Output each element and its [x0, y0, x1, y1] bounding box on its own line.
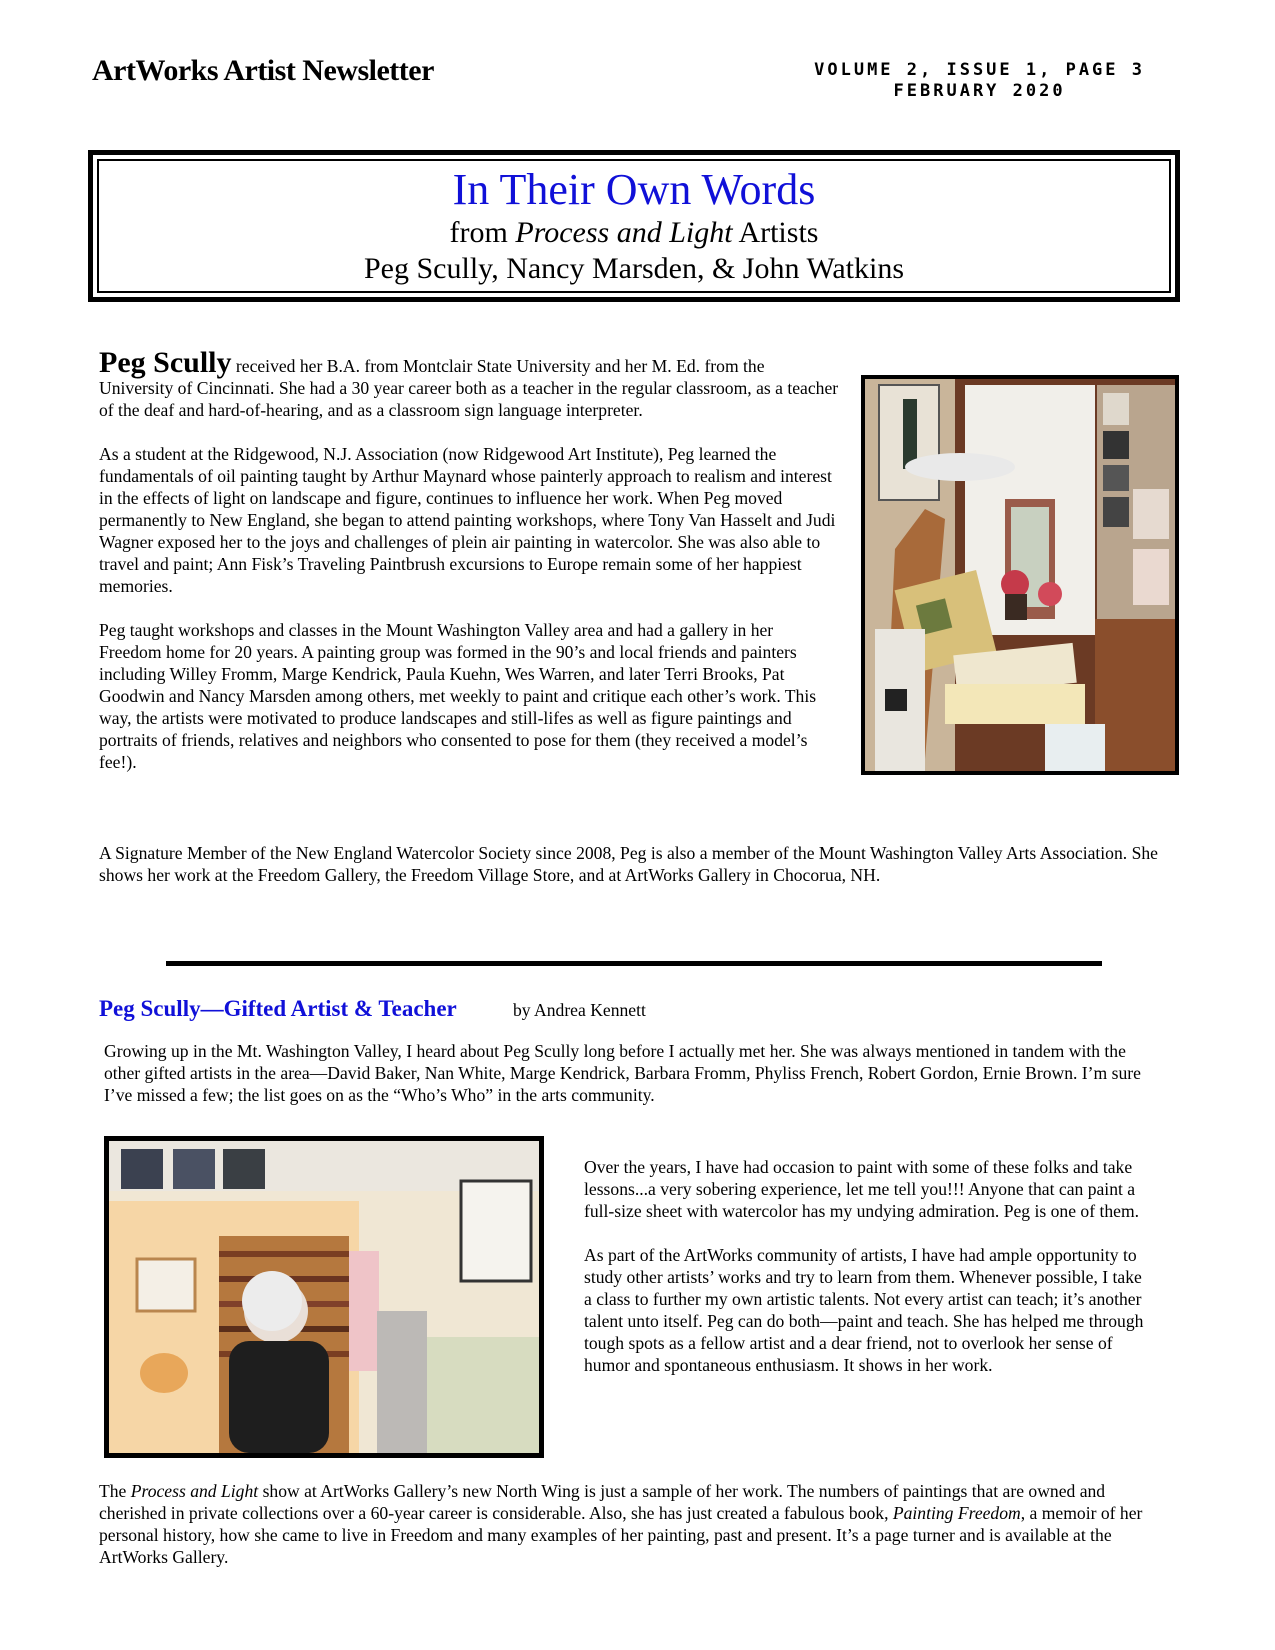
show-name: Process and Light — [130, 1481, 259, 1501]
article-paragraph: Over the years, I have had occasion to paint with some of these folks and take lessons...a very sobering experience, let me tell you!!! Anyone that can paint a full-size sheet with watercolor has my undying admiration. Peg is one of them. — [584, 1157, 1140, 1221]
banner-artists: Peg Scully, Nancy Marsden, & John Watkins — [363, 252, 905, 285]
closing-text: The — [99, 1481, 131, 1501]
gallery-photo — [104, 1136, 544, 1458]
banner-subtitle — [99, 215, 1169, 251]
subtitle-suffix: Artists — [732, 216, 819, 249]
membership-paragraph: A Signature Member of the New England Watercolor Society since 2008, Peg is also a member of the Mount Washington Valley Arts Association. She shows her work at the Freedom Gallery, the Freedom Village Store, and at ArtWorks Gallery in Chocorua, NH. — [99, 843, 1158, 885]
volume-line: VOLUME 2, ISSUE 1, PAGE 3 — [814, 60, 1145, 80]
article-paragraph: As part of the ArtWorks community of artists, I have had ample opportunity to study other artists’ works and try to learn from them. Whenever possible, I take a class to further my own artistic talents. Not every artist can teach; it’s another talent unto itself. Peg can do both—paint and teach. She has helped me through tough spots as a fellow artist and a dear friend, not to overlook her sense of humor and spontaneous enthusiasm. It shows in her work. — [584, 1245, 1144, 1375]
article-title: Peg Scully—Gifted Artist & Teacher — [99, 996, 457, 1021]
lead-name: Peg Scully — [99, 346, 232, 379]
section-divider — [166, 961, 1102, 966]
studio-photo — [861, 375, 1179, 775]
date-line: FEBRUARY 2020 — [893, 81, 1066, 101]
profile-paragraph — [99, 346, 839, 421]
subtitle-prefix: from — [449, 216, 516, 249]
book-title: Painting Freedom — [892, 1503, 1021, 1523]
banner-title: In Their Own Words — [452, 165, 816, 214]
profile-column — [99, 346, 839, 795]
issue-info — [814, 60, 1145, 102]
article-closing — [99, 1480, 1159, 1568]
closing-text: show at ArtWorks Gallery’s new North Wing is just a sample of her work. The numbers of paintings that are owned and cherished in private collections over a 60-year career is considerable. Also, she has just created a fabulous book, — [99, 1481, 1106, 1523]
article-byline: by Andrea Kennett — [513, 1000, 646, 1020]
banner-inner-frame — [97, 159, 1171, 293]
closing-text: , a memoir of her personal history, how she came to live in Freedom and many examples of her painting, past and present. It’s a page turner and is available at the ArtWorks Gallery. — [99, 1503, 1143, 1567]
article-column — [584, 1156, 1144, 1398]
show-name: Process and Light — [515, 216, 733, 249]
newsletter-title: ArtWorks Artist Newsletter — [92, 54, 434, 87]
profile-paragraph: Peg taught workshops and classes in the Mount Washington Valley area and had a gallery in her Freedom home for 20 years. A painting group was formed in the 90’s and local friends and painters including Willey Fromm, Marge Kendrick, Paula Kuehn, Wes Warren, and later Terri Brooks, Pat Goodwin and Nancy Marsden among others, met weekly to paint and critique each other’s work. This way, the artists were motivated to produce landscapes and still-lifes as well as figure paintings and portraits of friends, relatives and neighbors who consented to pose for them (they received a model’s fee!). — [99, 620, 817, 772]
profile-paragraph: As a student at the Ridgewood, N.J. Association (now Ridgewood Art Institute), Peg learned the fundamentals of oil painting taught by Arthur Maynard whose painterly approach to realism and interest in the effects of light on landscape and figure, continues to influence her work. When Peg moved permanently to New England, she began to attend painting workshops, where Tony Van Hasselt and Judi Wagner exposed her to the joys and challenges of plein air painting in watercolor. She was also able to travel and paint; Ann Fisk’s Traveling Paintbrush excursions to Europe remain some of her happiest memories. — [99, 444, 836, 596]
profile-paragraph-text: received her B.A. from Montclair State University and her M. Ed. from the University of Cincinnati. She had a 30 year career both as a teacher in the regular classroom, as a teacher of the deaf and hard-of-hearing, and as a classroom sign language interpreter. — [99, 356, 839, 420]
article-intro: Growing up in the Mt. Washington Valley, I heard about Peg Scully long before I actually met her. She was always mentioned in tandem with the other gifted artists in the area—David Baker, Nan White, Marge Kendrick, Barbara Fromm, Phyliss French, Robert Gordon, Ernie Brown. I’m sure I’ve missed a few; the list goes on as the “Who’s Who” in the arts community. — [104, 1041, 1141, 1105]
feature-banner — [88, 150, 1180, 302]
